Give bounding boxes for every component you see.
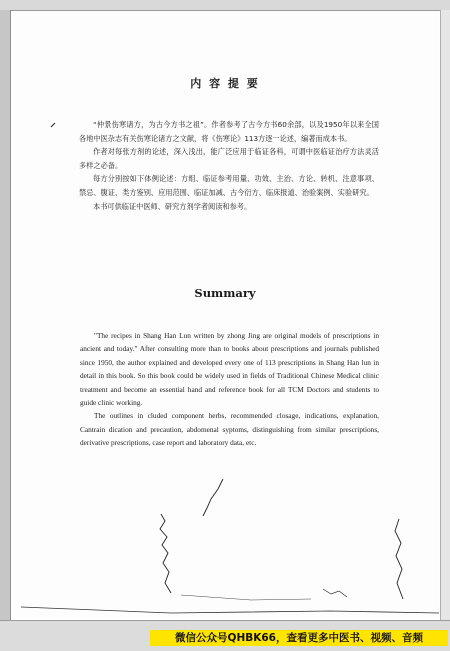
cn-paragraph: 作者对每张方剂的论述，深入浅出，能广泛应用于临证各科，可谓中医临证治疗方法灵活多样之必备。 bbox=[79, 147, 379, 170]
viewer-top-frame bbox=[0, 0, 450, 11]
scan-marks bbox=[11, 11, 439, 619]
scan-stroke bbox=[181, 595, 311, 600]
cn-paragraph: “仲景伤寒诸方，为古今方书之祖”。作者参考了古今方书60余部，以及1950年以来全国各地中医杂志有关伤寒论诸方之文献，将《伤寒论》113方逐一论述，编著而成本书。 bbox=[79, 120, 379, 143]
en-summary-title: Summary bbox=[194, 286, 256, 300]
en-paragraph: The outlines in cluded component herbs, recommended closage, indications, explanation, Cantrain dication and precaution, abdomenal syptoms, distinguishing from similar prescriptions, derivative prescriptions, case report and laboratory data, etc. bbox=[80, 411, 379, 448]
cn-summary-title: 内 容 提 要 bbox=[190, 77, 260, 90]
scan-stroke bbox=[51, 123, 55, 127]
en-paragraph: "The recipes in Shang Han Lun written by zhong Jing are original models of prescriptions in ancient and today." After consulting more than to books about prescriptions and journals published since 1950, the author explained and developed every one of 113 prescriptions in Shang Han lun in detail in this book. So this book could be widely used in fields of Traditional Chinese Medical clinic treatment and become an essential hand and reference book for all TCM Doctors and students to guide clinic working. bbox=[80, 331, 379, 408]
viewer-left-frame bbox=[0, 10, 11, 620]
cn-paragraph: 本书可供临证中医师、研究方剂学者阅读和参考。 bbox=[93, 201, 252, 211]
scan-stroke bbox=[160, 514, 171, 593]
cn-paragraph: 每方分别按如下体例论述：方组、临证参考用量、功效、主治、方论、转机、注意事项、禁忌、腹证、类方鉴别、应用范围、临证加减、古今衍方、临床报道、治验案例、实验研究。 bbox=[79, 174, 379, 197]
promo-banner[interactable]: 微信公众号QHBK66，查看更多中医书、视频、音频 bbox=[150, 630, 448, 646]
scan-stroke bbox=[395, 519, 403, 599]
scan-stroke bbox=[203, 479, 223, 516]
document-page bbox=[11, 11, 439, 619]
viewer-scrollbar[interactable] bbox=[440, 10, 450, 620]
scan-stroke bbox=[21, 607, 439, 613]
scan-stroke bbox=[323, 589, 347, 597]
